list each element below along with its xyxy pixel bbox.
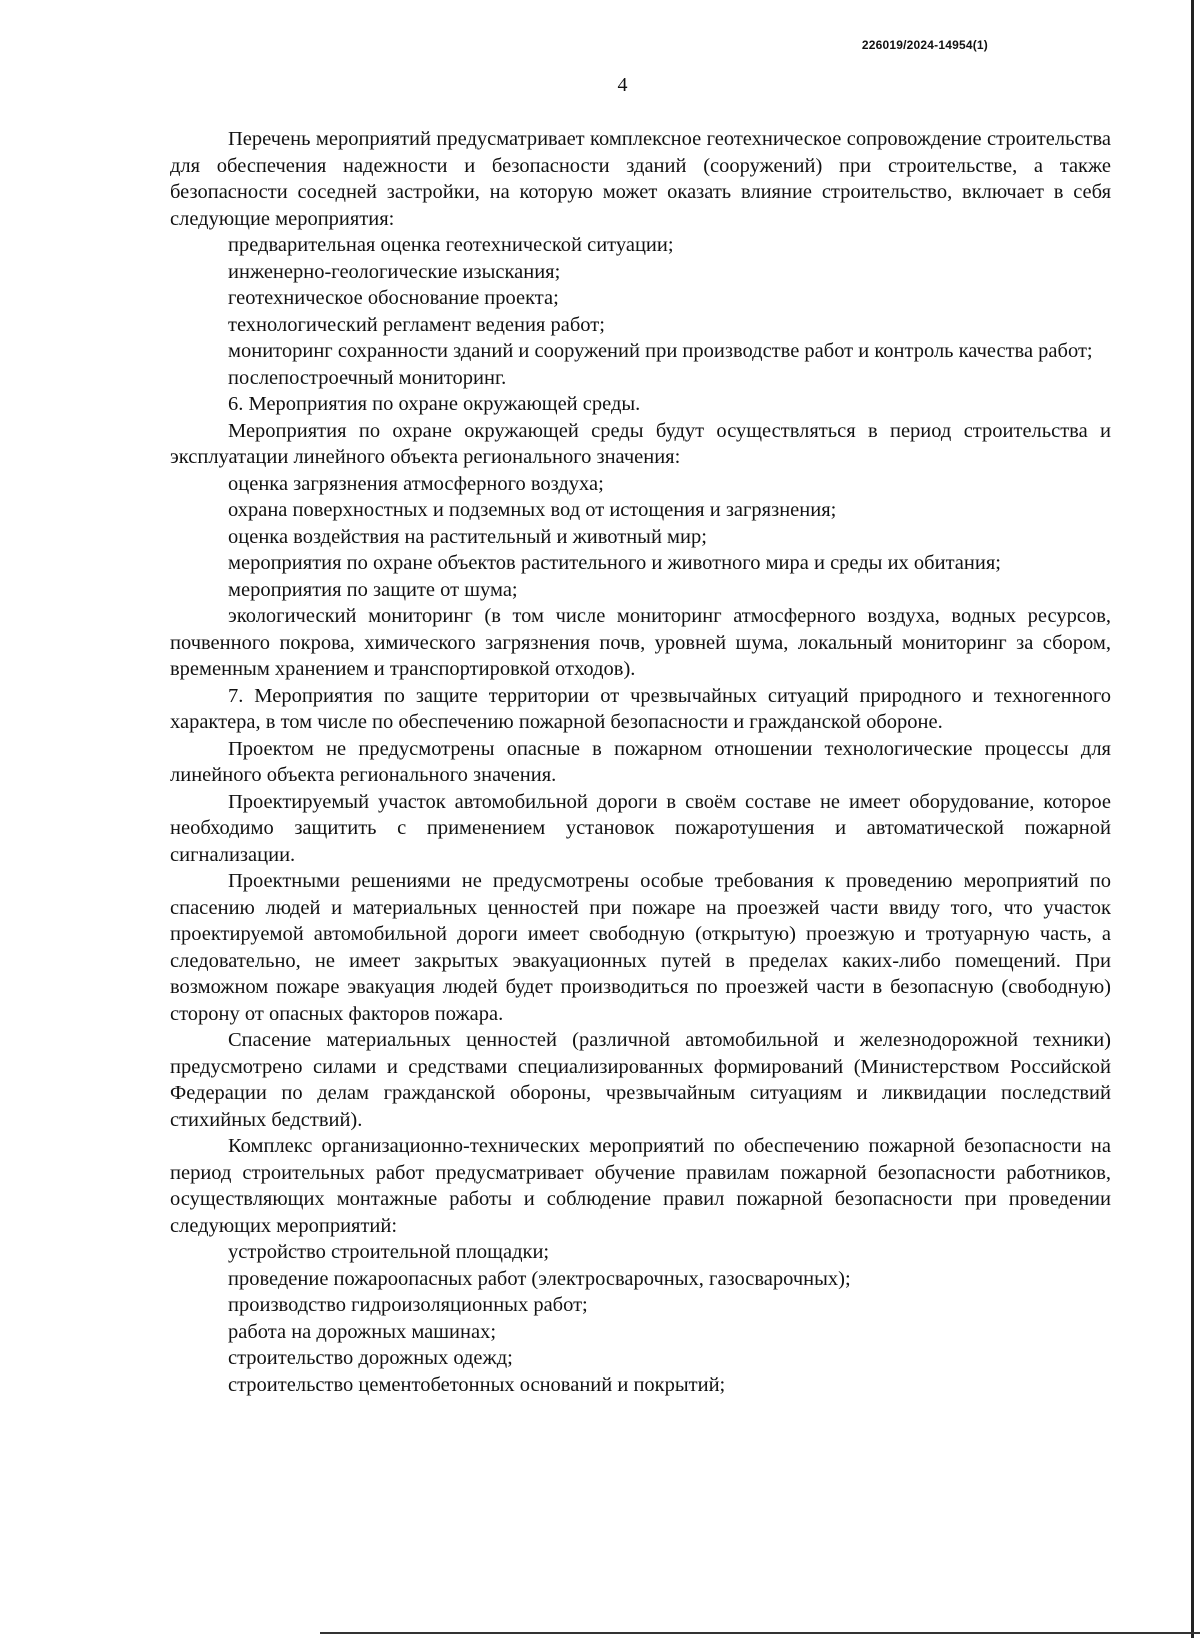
list-item-welding-works: проведение пожароопасных работ (электросварочных, газосварочных); — [228, 1267, 851, 1290]
list-item-water-protection: охрана поверхностных и подземных вод от истощения и загрязнения; — [228, 499, 837, 521]
scan-edge-right — [1191, 0, 1194, 1638]
list-item-habitat-protection: мероприятия по охране объектов растительного и животного мира и среды их обитания; — [228, 552, 1001, 574]
list-item-pavement: строительство дорожных одежд; — [228, 1347, 513, 1369]
paragraph-material-rescue: Спасение материальных ценностей (различной автомобильной и железнодорожной техники) предусмотрено силами и средствами специализированных формирований (Министерством Российской Федерации по делам гражданской обороны, чрезвычайным ситуациям и ликвидации последствий стихийных бедствий). — [170, 1029, 1111, 1131]
list-item-ecological-monitoring: экологический мониторинг (в том числе мониторинг атмосферного воздуха, водных ресурсов, почвенного покрова, химического загрязнения почв, уровней шума, локальный мониторинг за сбором, временным хранением и транспортировкой отходов). — [170, 605, 1111, 680]
paragraph-evacuation: Проектными решениями не предусмотрены особые требования к проведению мероприятий по спасению людей и материальных ценностей при пожаре на проезжей части ввиду того, что участок проектируемой автомобильной дороги имеет свободную (открытую) проезжую и тротуарную часть, а следовательно, не имеет закрытых эвакуационных путей в пределах каких-либо помещений. При возможном пожаре эвакуация людей будет производиться по проезжей части в безопасную (свободную) сторону от опасных факторов пожара. — [170, 870, 1111, 1025]
page-number: 4 — [617, 74, 628, 96]
list-item-geotechnical-justification: геотехническое обоснование проекта; — [228, 287, 559, 309]
scan-edge-bottom — [320, 1632, 1200, 1634]
paragraph-measures-intro: Перечень мероприятий предусматривает комплексное геотехническое сопровождение строительства для обеспечения надежности и безопасности зданий (сооружений) при строительстве, а также безопасности соседней застройки, на которую может оказать влияние строительство, включает в себя следующие мероприятия: — [170, 128, 1111, 230]
list-item-concrete-bases: строительство цементобетонных оснований и покрытий; — [228, 1373, 726, 1396]
paragraph-no-hazardous-processes: Проектом не предусмотрены опасные в пожарном отношении технологические процессы для линейного объекта регионального значения. — [170, 737, 1111, 786]
list-item-flora-fauna-impact: оценка воздействия на растительный и животный мир; — [228, 525, 707, 548]
section-heading-environment: 6. Мероприятия по охране окружающей среды. — [228, 393, 641, 415]
list-item-technological-regulation: технологический регламент ведения работ; — [228, 313, 605, 336]
paragraph-environment-intro: Мероприятия по охране окружающей среды будут осуществляться в период строительства и эксплуатации линейного объекта регионального значения: — [170, 419, 1111, 468]
list-item-waterproofing: производство гидроизоляционных работ; — [228, 1294, 588, 1316]
list-item-safety-monitoring: мониторинг сохранности зданий и сооружений при производстве работ и контроль качества работ; — [228, 340, 1093, 362]
document-body — [170, 126, 1111, 1398]
list-item-preliminary-assessment: предварительная оценка геотехнической ситуации; — [228, 234, 674, 256]
list-item-noise-protection: мероприятия по защите от шума; — [228, 578, 518, 601]
section-heading-emergency: 7. Мероприятия по защите территории от чрезвычайных ситуаций природного и техногенного характера, в том числе по обеспечению пожарной безопасности и гражданской обороне. — [170, 684, 1111, 733]
list-item-road-machines: работа на дорожных машинах; — [228, 1320, 497, 1343]
paragraph-no-fire-equipment: Проектируемый участок автомобильной дороги в своём составе не имеет оборудование, которое необходимо защитить с применением установок пожаротушения и автоматической пожарной сигнализации. — [170, 790, 1111, 866]
paragraph-fire-safety-complex: Комплекс организационно-технических мероприятий по обеспечению пожарной безопасности на период строительных работ предусматривает обучение правилам пожарной безопасности работников, осуществляющих монтажные работы и соблюдение правил пожарной безопасности при проведении следующих мероприятий: — [170, 1135, 1111, 1237]
list-item-site-setup: устройство строительной площадки; — [228, 1241, 550, 1263]
document-registration-number: 226019/2024-14954(1) — [861, 38, 988, 52]
list-item-post-construction-monitoring: послепостроечный мониторинг. — [228, 366, 507, 389]
list-item-geological-surveys: инженерно-геологические изыскания; — [228, 260, 561, 283]
list-item-air-pollution: оценка загрязнения атмосферного воздуха; — [228, 472, 604, 495]
